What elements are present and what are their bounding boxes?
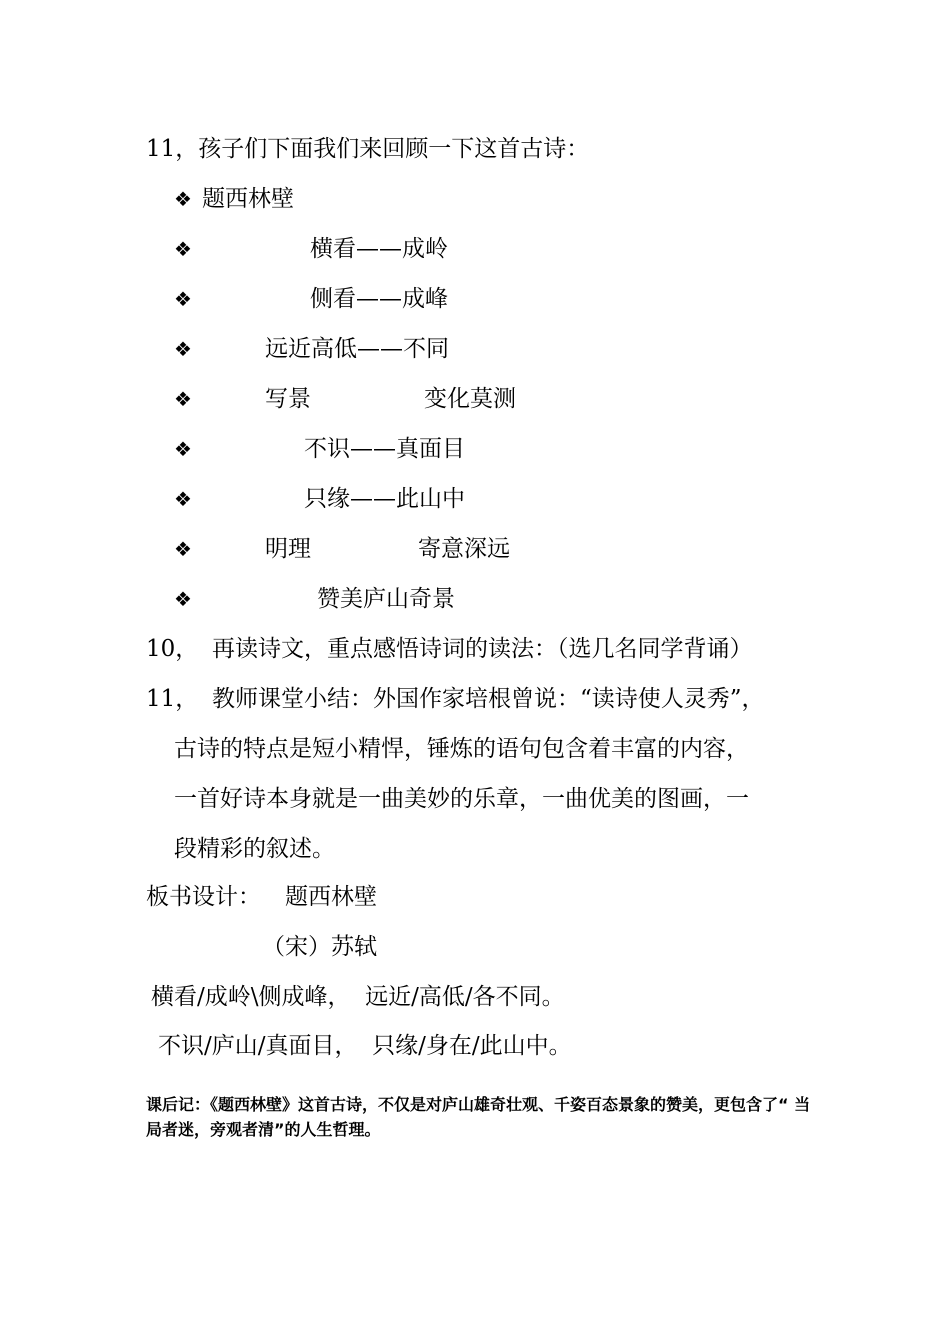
bullet-icon: ❖	[174, 537, 192, 561]
bullet-icon: ❖	[174, 287, 192, 311]
bullet-icon: ❖	[174, 437, 192, 461]
step-number: 11，	[146, 686, 199, 712]
bullet-poem-title: 题西林壁	[202, 186, 294, 212]
bullet-text: 明理	[265, 536, 311, 562]
bullet-icon: ❖	[174, 587, 192, 611]
bullet-text: 只缘——此山中	[304, 486, 465, 512]
bullet-icon: ❖	[174, 337, 192, 361]
bullet-icon: ❖	[174, 237, 192, 261]
bullet-text: 变化莫测	[424, 386, 516, 412]
board-author: （宋）苏轼	[262, 934, 377, 960]
after-class-notes: 课后记：《题西林壁》这首古诗，不仅是对庐山雄奇壮观、千姿百态景象的赞美，更包含了“ 当局者迷，旁观者清”的人生哲理。	[146, 1095, 811, 1139]
bullet-text: 不识——真面目	[304, 436, 465, 462]
step-text-continued: 古诗的特点是短小精悍，锤炼的语句包含着丰富的内容，	[174, 736, 749, 762]
bullet-text: 侧看——成峰	[310, 286, 448, 312]
bullet-icon: ❖	[174, 387, 192, 411]
step-text: 教师课堂小结：外国作家培根曾说：“读诗使人灵秀”，	[212, 686, 765, 712]
step-text-continued: 段精彩的叙述。	[174, 836, 335, 862]
intro-line: 11，孩子们下面我们来回顾一下这首古诗：	[146, 136, 590, 162]
board-verse-line: 不识/庐山/真面目， 只缘/身在/此山中。	[158, 1033, 572, 1059]
board-title: 题西林壁	[285, 884, 377, 910]
bullet-text: 赞美庐山奇景	[317, 586, 455, 612]
bullet-icon: ❖	[174, 487, 192, 511]
board-verse-line: 横看/成岭\侧成峰， 远近/高低/各不同。	[151, 984, 565, 1010]
step-text: 再读诗文，重点感悟诗词的读法：（选几名同学背诵）	[212, 636, 753, 662]
bullet-text: 远近高低——不同	[265, 336, 449, 362]
board-label: 板书设计：	[146, 884, 261, 910]
bullet-text: 横看——成岭	[310, 236, 448, 262]
bullet-text: 寄意深远	[418, 536, 510, 562]
bullet-text: 写景	[265, 386, 311, 412]
step-text-continued: 一首好诗本身就是一曲美妙的乐章，一曲优美的图画，一	[174, 786, 749, 812]
step-number: 10，	[146, 636, 199, 662]
bullet-icon: ❖	[174, 187, 192, 211]
